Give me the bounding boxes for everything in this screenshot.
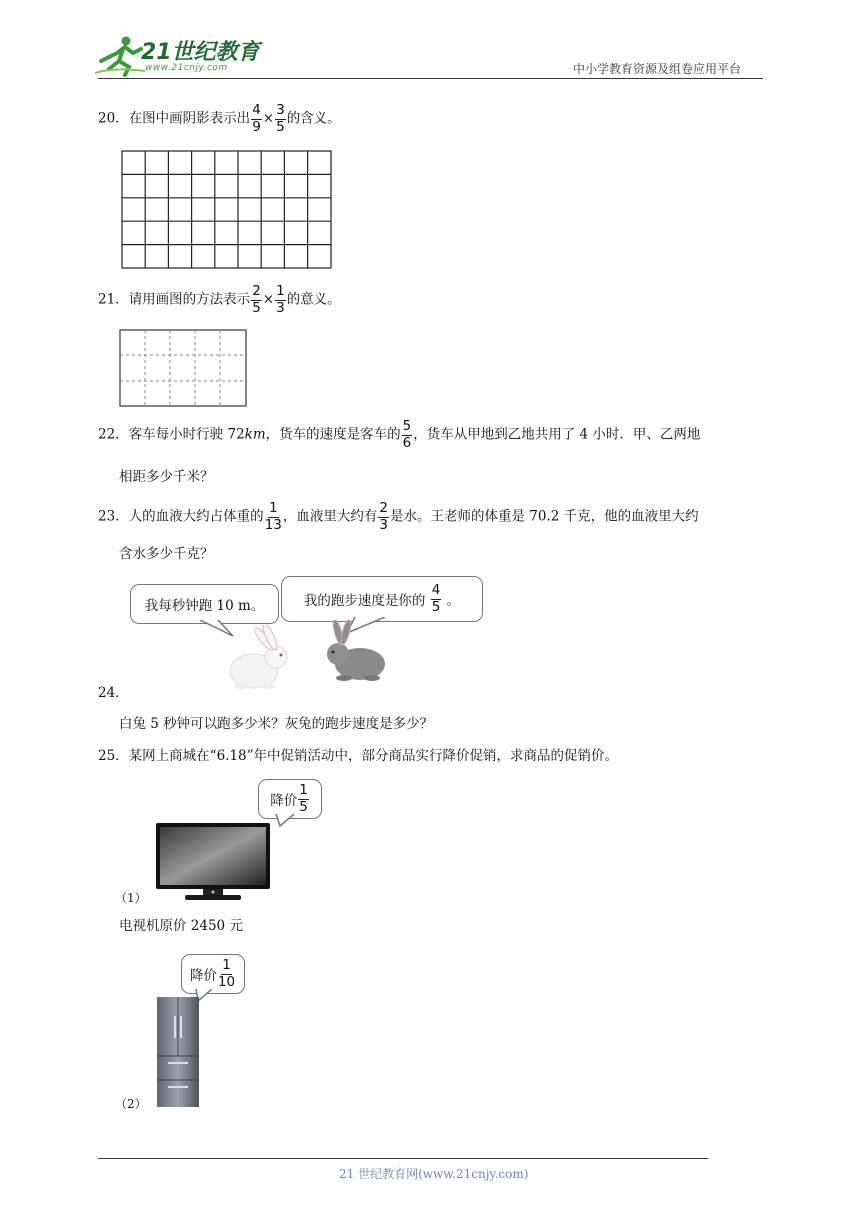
tv-original-price: 电视机原价 2450 元 bbox=[119, 918, 243, 934]
question-23-line2: 含水多少千克？ bbox=[119, 546, 214, 562]
fraction: $\frac{1}{13}$ bbox=[264, 500, 282, 533]
logo-runner-icon bbox=[95, 33, 147, 77]
question-22-line2: 相距多少千米？ bbox=[119, 469, 214, 485]
part-2-label: （2） bbox=[115, 1097, 147, 1111]
question-25: 25．某网上商城在“6.18”年中促销活动中，部分商品实行降价促销，求商品的促销价。 bbox=[98, 748, 619, 764]
question-number: 20． bbox=[98, 110, 129, 127]
discount-tag-fridge: 降价 $\frac{1}{10}$ bbox=[181, 954, 245, 994]
fraction: $\frac{1}{5}$ bbox=[299, 782, 308, 815]
question-20: 20．在图中画阴影表示出 $\frac{4}{9}$ × $\frac{3}{5}$ 的含义。 bbox=[98, 102, 341, 135]
question-22: 22．客车每小时行驶 72km，货车的速度是客车的 $\frac{5}{6}$ ，货车从甲地到乙地共用了 4 小时．甲、乙两地 bbox=[98, 418, 701, 451]
discount-tag-tv: 降价 $\frac{1}{5}$ bbox=[258, 779, 322, 819]
fraction: $\frac{2}{3}$ bbox=[379, 500, 388, 533]
footer-text[interactable]: 21 世纪教育网(www.21cnjy.com) bbox=[339, 1167, 529, 1181]
question-21: 21．请用画图的方法表示 $\frac{2}{5}$ × $\frac{1}{3}$ 的意义。 bbox=[98, 283, 341, 316]
fraction: $\frac{1}{3}$ bbox=[276, 283, 285, 316]
header-rule bbox=[98, 78, 763, 79]
grid-9x5[interactable] bbox=[121, 150, 333, 270]
question-24-number: 24． bbox=[98, 685, 129, 701]
logo-url: www.21cnjy.com bbox=[145, 63, 228, 73]
tv-image bbox=[155, 822, 271, 902]
logo-text: 21世纪教育 bbox=[141, 40, 260, 65]
question-number: 23． bbox=[98, 508, 129, 525]
speech-bubble-gray-rabbit: 我的跑步速度是你的 $\frac{4}{5}$ 。 bbox=[281, 576, 483, 622]
question-text: 在图中画阴影表示出 bbox=[128, 110, 251, 127]
footer-rule bbox=[98, 1158, 708, 1159]
question-number: 22． bbox=[98, 426, 129, 443]
dashed-grid-5x3[interactable] bbox=[119, 329, 249, 408]
header-logo bbox=[95, 33, 265, 79]
fraction: $\frac{2}{5}$ bbox=[252, 283, 261, 316]
fraction: $\frac{4}{5}$ bbox=[431, 582, 441, 615]
header-site-name: 中小学教育资源及组卷应用平台 bbox=[573, 62, 742, 76]
gray-rabbit-icon bbox=[322, 620, 390, 684]
question-number: 25． bbox=[98, 748, 129, 764]
question-text: 请用画图的方法表示 bbox=[128, 291, 251, 308]
question-23: 23．人的血液大约占体重的 $\frac{1}{13}$ ，血液里大约有 $\frac{2}{3}$ 是水。王老师的体重是 70.2 千克，他的血液里大约 bbox=[98, 500, 699, 533]
speech-bubble-white-rabbit: 我每秒钟跑 10 m。 bbox=[130, 584, 279, 624]
question-24-text: 白兔 5 秒钟可以跑多少米？灰兔的跑步速度是多少？ bbox=[119, 716, 434, 732]
white-rabbit-icon bbox=[226, 625, 296, 693]
fraction: $\frac{4}{9}$ bbox=[252, 102, 261, 135]
fraction: $\frac{5}{6}$ bbox=[402, 418, 412, 451]
fridge-image bbox=[156, 996, 200, 1108]
part-1-label: （1） bbox=[115, 891, 147, 905]
bubble-tail-tv bbox=[272, 814, 302, 828]
fraction: $\frac{1}{10}$ bbox=[217, 957, 236, 990]
fraction: $\frac{3}{5}$ bbox=[276, 102, 285, 135]
question-number: 21． bbox=[98, 291, 129, 308]
